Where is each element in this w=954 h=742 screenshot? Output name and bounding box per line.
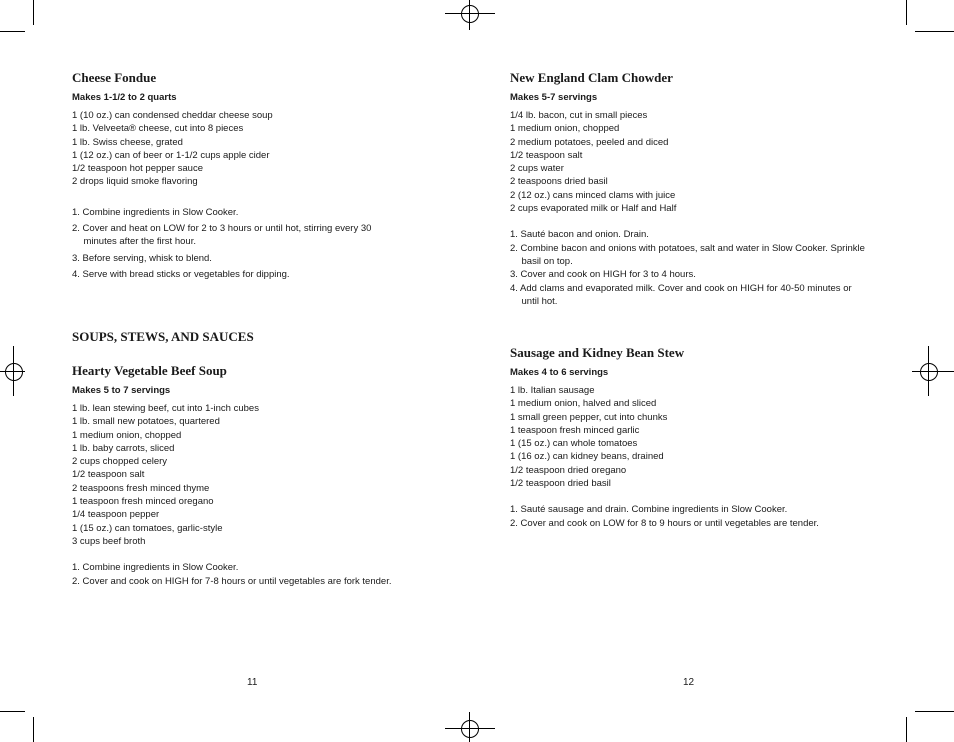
step-list <box>72 206 402 281</box>
ingredient-item: 1/4 teaspoon pepper <box>72 509 160 521</box>
ingredient-list <box>510 384 870 490</box>
ingredient-item: 1/2 teaspoon salt <box>510 149 583 161</box>
ingredient-item: 1 lb. baby carrots, sliced <box>72 442 175 454</box>
ingredient-item: 1 lb. small new potatoes, quartered <box>72 416 220 428</box>
ingredient-item: 2 medium potatoes, peeled and diced <box>510 136 669 148</box>
ingredient-item: 1 teaspoon fresh minced garlic <box>510 424 640 436</box>
recipe-title: Hearty Vegetable Beef Soup <box>72 363 227 378</box>
ingredient-list <box>510 109 870 215</box>
ingredient-item: 1 lb. lean stewing beef, cut into 1-inch cubes <box>72 403 259 414</box>
ingredient-item: 1/2 teaspoon salt <box>72 469 145 481</box>
recipe-title: Cheese Fondue <box>72 70 157 85</box>
recipe-yield: Makes 1-1/2 to 2 quarts <box>72 92 177 103</box>
right-page <box>510 0 870 742</box>
step-item: 1. Sauté sausage and drain. Combine ingredients in Slow Cooker. <box>510 504 788 516</box>
ingredient-item: 1 small green pepper, cut into chunks <box>510 411 668 423</box>
step-item: 1. Combine ingredients in Slow Cooker. <box>72 562 239 574</box>
ingredient-item: 1/4 lb. bacon, cut in small pieces <box>510 110 648 121</box>
left-page <box>72 0 402 742</box>
ingredient-item: 2 cups chopped celery <box>72 456 168 468</box>
ingredient-item: 3 cups beef broth <box>72 535 146 547</box>
step-item: 2. Cover and heat on LOW for 2 to 3 hours or until hot, stirring every 30 minutes after the first hour. <box>72 223 372 248</box>
ingredient-item: 1 medium onion, halved and sliced <box>510 398 657 410</box>
recipe-yield: Makes 5-7 servings <box>510 92 598 103</box>
ingredient-item: 2 teaspoons fresh minced thyme <box>72 482 210 494</box>
step-item: 1. Combine ingredients in Slow Cooker. <box>72 206 239 218</box>
ingredient-item: 1 (15 oz.) can whole tomatoes <box>510 438 638 450</box>
step-item: 3. Cover and cook on HIGH for 3 to 4 hours. <box>510 269 696 281</box>
ingredient-list <box>72 109 402 189</box>
ingredient-item: 1 (10 oz.) can condensed cheddar cheese soup <box>72 110 273 121</box>
step-item: 4. Add clams and evaporated milk. Cover and cook on HIGH for 40-50 minutes or until hot. <box>510 282 852 307</box>
ingredient-item: 1 lb. Velveeta® cheese, cut into 8 pieces <box>72 123 244 135</box>
ingredient-list <box>72 402 402 548</box>
section-heading: SOUPS, STEWS, AND SAUCES <box>72 329 254 344</box>
recipe-cheese-fondue <box>72 70 402 284</box>
ingredient-item: 1/2 teaspoon dried oregano <box>510 464 627 476</box>
step-item: 1. Sauté bacon and onion. Drain. <box>510 229 649 241</box>
step-list <box>72 561 402 588</box>
ingredient-item: 1 (16 oz.) can kidney beans, drained <box>510 451 664 463</box>
step-item: 2. Cover and cook on HIGH for 7-8 hours or until vegetables are fork tender. <box>72 575 392 587</box>
ingredient-item: 1 teaspoon fresh minced oregano <box>72 496 214 508</box>
step-item: 2. Cover and cook on LOW for 8 to 9 hours or until vegetables are tender. <box>510 517 819 529</box>
recipe-yield: Makes 4 to 6 servings <box>510 367 609 378</box>
step-list <box>510 503 870 530</box>
recipe-title: New England Clam Chowder <box>510 70 673 85</box>
page-number: 12 <box>683 677 695 688</box>
ingredient-item: 2 cups evaporated milk or Half and Half <box>510 203 677 215</box>
ingredient-item: 1/2 teaspoon dried basil <box>510 478 611 490</box>
page-number: 11 <box>247 677 258 688</box>
ingredient-item: 1 lb. Italian sausage <box>510 385 595 396</box>
ingredient-item: 1 lb. Swiss cheese, grated <box>72 136 183 148</box>
ingredient-item: 1 (12 oz.) can of beer or 1-1/2 cups apple cider <box>72 149 270 161</box>
recipe-title: Sausage and Kidney Bean Stew <box>510 345 685 360</box>
ingredient-item: 2 (12 oz.) cans minced clams with juice <box>510 189 676 201</box>
step-list <box>510 228 870 308</box>
ingredient-item: 2 drops liquid smoke flavoring <box>72 176 198 188</box>
step-item: 2. Combine bacon and onions with potatoes, salt and water in Slow Cooker. Sprinkle basil on top. <box>510 242 865 267</box>
ingredient-item: 1 (15 oz.) can tomatoes, garlic-style <box>72 522 223 534</box>
ingredient-item: 2 teaspoons dried basil <box>510 176 608 188</box>
recipe-kidney-bean-stew <box>510 345 870 530</box>
ingredient-item: 2 cups water <box>510 163 564 175</box>
step-item: 4. Serve with bread sticks or vegetables for dipping. <box>72 268 290 280</box>
ingredient-item: 1/2 teaspoon hot pepper sauce <box>72 163 203 175</box>
ingredient-item: 1 medium onion, chopped <box>510 123 620 135</box>
recipe-clam-chowder <box>510 70 870 308</box>
recipe-vegetable-beef-soup <box>72 363 402 588</box>
step-item: 3. Before serving, whisk to blend. <box>72 252 212 264</box>
recipe-yield: Makes 5 to 7 servings <box>72 385 171 396</box>
ingredient-item: 1 medium onion, chopped <box>72 429 182 441</box>
